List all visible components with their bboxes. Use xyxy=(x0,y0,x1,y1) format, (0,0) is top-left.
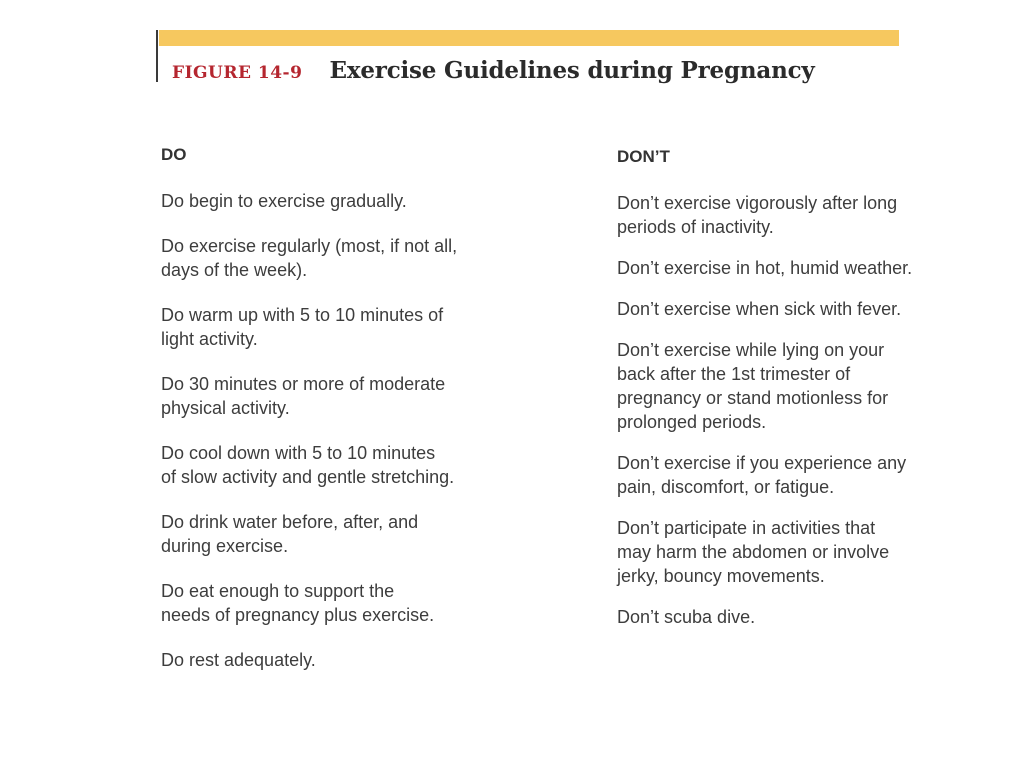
dont-item: Don’t exercise when sick with fever. xyxy=(617,299,902,319)
dont-column xyxy=(617,146,977,629)
figure-label: FIGURE 14-9 xyxy=(172,63,303,83)
do-item: Do rest adequately. xyxy=(161,650,316,670)
figure-left-rule xyxy=(156,30,158,82)
do-item: Do drink water before, after, and during exercise. xyxy=(161,512,419,556)
figure-accent-bar xyxy=(159,30,899,46)
dont-item: Don’t exercise vigorously after long periods of inactivity. xyxy=(617,193,898,237)
dont-item: Don’t exercise in hot, humid weather. xyxy=(617,258,913,278)
figure-header xyxy=(172,57,815,84)
do-column xyxy=(161,144,541,672)
do-item: Do begin to exercise gradually. xyxy=(161,191,407,211)
dont-item: Don’t exercise while lying on your back after the 1st trimester of pregnancy or stand motionless for prolonged periods. xyxy=(617,340,889,432)
dont-item: Don’t scuba dive. xyxy=(617,607,756,627)
dont-item: Don’t exercise if you experience any pain, discomfort, or fatigue. xyxy=(617,453,907,497)
figure-title: Exercise Guidelines during Pregnancy xyxy=(329,57,815,84)
do-list xyxy=(161,189,541,672)
do-heading: DO xyxy=(161,145,187,164)
dont-list xyxy=(617,191,977,629)
dont-heading: DON’T xyxy=(617,147,670,166)
do-item: Do exercise regularly (most, if not all, days of the week). xyxy=(161,236,458,280)
do-item: Do cool down with 5 to 10 minutes of slow activity and gentle stretching. xyxy=(161,443,455,487)
do-item: Do warm up with 5 to 10 minutes of light activity. xyxy=(161,305,444,349)
do-item: Do 30 minutes or more of moderate physical activity. xyxy=(161,374,446,418)
dont-item: Don’t participate in activities that may harm the abdomen or involve jerky, bouncy movements. xyxy=(617,518,890,586)
do-item: Do eat enough to support the needs of pregnancy plus exercise. xyxy=(161,581,435,625)
